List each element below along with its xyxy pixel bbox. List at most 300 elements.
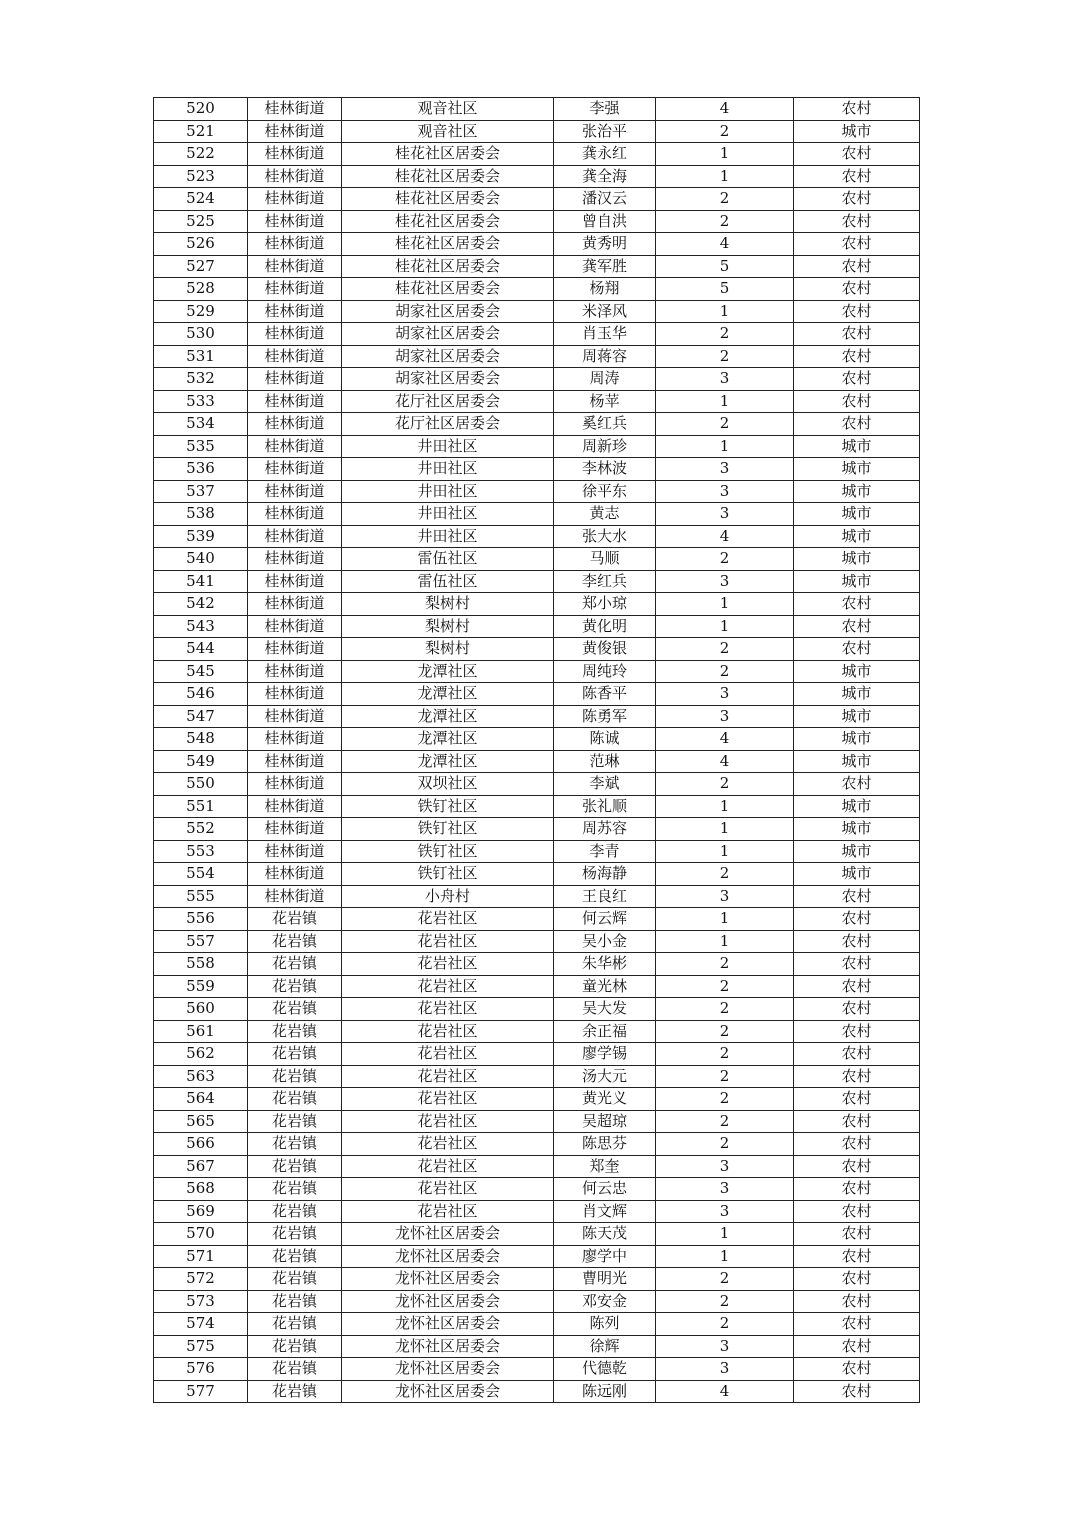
- count-cell: 5: [656, 255, 794, 278]
- row-number-cell: 558: [154, 953, 248, 976]
- street-cell: 桂林街道: [248, 660, 342, 683]
- community-cell: 龙怀社区居委会: [342, 1358, 554, 1381]
- count-cell: 2: [656, 1020, 794, 1043]
- row-number-cell: 566: [154, 1133, 248, 1156]
- street-cell: 桂林街道: [248, 98, 342, 121]
- count-cell: 3: [656, 1335, 794, 1358]
- row-number-cell: 538: [154, 503, 248, 526]
- name-cell: 李红兵: [554, 570, 656, 593]
- community-cell: 梨树村: [342, 593, 554, 616]
- street-cell: 桂林街道: [248, 278, 342, 301]
- name-cell: 张礼顺: [554, 795, 656, 818]
- name-cell: 肖玉华: [554, 323, 656, 346]
- row-number-cell: 523: [154, 165, 248, 188]
- count-cell: 3: [656, 458, 794, 481]
- table-row: [154, 1223, 920, 1246]
- record-table-body: [154, 98, 920, 1403]
- street-cell: 桂林街道: [248, 345, 342, 368]
- count-cell: 3: [656, 368, 794, 391]
- street-cell: 花岩镇: [248, 1088, 342, 1111]
- row-number-cell: 557: [154, 930, 248, 953]
- category-cell: 农村: [794, 1043, 920, 1066]
- street-cell: 桂林街道: [248, 143, 342, 166]
- table-row: [154, 300, 920, 323]
- street-cell: 花岩镇: [248, 998, 342, 1021]
- count-cell: 1: [656, 1245, 794, 1268]
- table-row: [154, 615, 920, 638]
- table-row: [154, 1200, 920, 1223]
- count-cell: 2: [656, 120, 794, 143]
- name-cell: 陈勇军: [554, 705, 656, 728]
- table-row: [154, 548, 920, 571]
- table-row: [154, 840, 920, 863]
- table-row: [154, 1110, 920, 1133]
- table-row: [154, 660, 920, 683]
- count-cell: 1: [656, 930, 794, 953]
- table-row: [154, 1245, 920, 1268]
- street-cell: 桂林街道: [248, 570, 342, 593]
- table-row: [154, 143, 920, 166]
- category-cell: 城市: [794, 840, 920, 863]
- row-number-cell: 542: [154, 593, 248, 616]
- category-cell: 城市: [794, 750, 920, 773]
- category-cell: 农村: [794, 1155, 920, 1178]
- count-cell: 2: [656, 323, 794, 346]
- row-number-cell: 544: [154, 638, 248, 661]
- name-cell: 杨苹: [554, 390, 656, 413]
- table-row: [154, 120, 920, 143]
- row-number-cell: 576: [154, 1358, 248, 1381]
- count-cell: 2: [656, 1133, 794, 1156]
- community-cell: 梨树村: [342, 615, 554, 638]
- count-cell: 1: [656, 390, 794, 413]
- table-row: [154, 570, 920, 593]
- name-cell: 陈列: [554, 1313, 656, 1336]
- category-cell: 农村: [794, 98, 920, 121]
- count-cell: 3: [656, 705, 794, 728]
- count-cell: 2: [656, 773, 794, 796]
- community-cell: 花厅社区居委会: [342, 413, 554, 436]
- count-cell: 1: [656, 165, 794, 188]
- name-cell: 陈香平: [554, 683, 656, 706]
- category-cell: 农村: [794, 143, 920, 166]
- street-cell: 桂林街道: [248, 188, 342, 211]
- community-cell: 井田社区: [342, 435, 554, 458]
- name-cell: 陈思芬: [554, 1133, 656, 1156]
- table-row: [154, 1313, 920, 1336]
- table-row: [154, 255, 920, 278]
- row-number-cell: 526: [154, 233, 248, 256]
- count-cell: 2: [656, 188, 794, 211]
- table-row: [154, 525, 920, 548]
- community-cell: 花岩社区: [342, 1178, 554, 1201]
- row-number-cell: 575: [154, 1335, 248, 1358]
- row-number-cell: 533: [154, 390, 248, 413]
- street-cell: 花岩镇: [248, 1043, 342, 1066]
- category-cell: 农村: [794, 1313, 920, 1336]
- community-cell: 铁钉社区: [342, 795, 554, 818]
- category-cell: 城市: [794, 480, 920, 503]
- community-cell: 桂花社区居委会: [342, 233, 554, 256]
- table-row: [154, 795, 920, 818]
- row-number-cell: 529: [154, 300, 248, 323]
- count-cell: 4: [656, 728, 794, 751]
- count-cell: 2: [656, 1268, 794, 1291]
- name-cell: 童光林: [554, 975, 656, 998]
- street-cell: 花岩镇: [248, 930, 342, 953]
- table-row: [154, 278, 920, 301]
- name-cell: 曹明光: [554, 1268, 656, 1291]
- row-number-cell: 547: [154, 705, 248, 728]
- street-cell: 桂林街道: [248, 300, 342, 323]
- row-number-cell: 520: [154, 98, 248, 121]
- name-cell: 米泽风: [554, 300, 656, 323]
- row-number-cell: 524: [154, 188, 248, 211]
- row-number-cell: 577: [154, 1380, 248, 1403]
- community-cell: 井田社区: [342, 480, 554, 503]
- name-cell: 徐平东: [554, 480, 656, 503]
- community-cell: 龙怀社区居委会: [342, 1268, 554, 1291]
- table-row: [154, 1133, 920, 1156]
- street-cell: 花岩镇: [248, 1110, 342, 1133]
- table-row: [154, 1268, 920, 1291]
- row-number-cell: 545: [154, 660, 248, 683]
- table-row: [154, 593, 920, 616]
- street-cell: 花岩镇: [248, 1313, 342, 1336]
- category-cell: 城市: [794, 795, 920, 818]
- street-cell: 桂林街道: [248, 120, 342, 143]
- table-row: [154, 998, 920, 1021]
- community-cell: 花岩社区: [342, 1088, 554, 1111]
- row-number-cell: 552: [154, 818, 248, 841]
- table-row: [154, 975, 920, 998]
- row-number-cell: 549: [154, 750, 248, 773]
- community-cell: 花岩社区: [342, 1110, 554, 1133]
- street-cell: 花岩镇: [248, 908, 342, 931]
- category-cell: 农村: [794, 278, 920, 301]
- name-cell: 李林波: [554, 458, 656, 481]
- community-cell: 花岩社区: [342, 975, 554, 998]
- community-cell: 胡家社区居委会: [342, 345, 554, 368]
- street-cell: 桂林街道: [248, 885, 342, 908]
- count-cell: 2: [656, 953, 794, 976]
- category-cell: 农村: [794, 233, 920, 256]
- street-cell: 桂林街道: [248, 323, 342, 346]
- community-cell: 花岩社区: [342, 930, 554, 953]
- count-cell: 2: [656, 975, 794, 998]
- street-cell: 桂林街道: [248, 368, 342, 391]
- street-cell: 花岩镇: [248, 975, 342, 998]
- street-cell: 桂林街道: [248, 683, 342, 706]
- name-cell: 郑小琼: [554, 593, 656, 616]
- row-number-cell: 560: [154, 998, 248, 1021]
- category-cell: 农村: [794, 1020, 920, 1043]
- name-cell: 黄秀明: [554, 233, 656, 256]
- community-cell: 龙潭社区: [342, 728, 554, 751]
- row-number-cell: 539: [154, 525, 248, 548]
- category-cell: 城市: [794, 818, 920, 841]
- count-cell: 3: [656, 885, 794, 908]
- table-row: [154, 773, 920, 796]
- category-cell: 农村: [794, 953, 920, 976]
- name-cell: 肖文辉: [554, 1200, 656, 1223]
- category-cell: 城市: [794, 525, 920, 548]
- community-cell: 花岩社区: [342, 1043, 554, 1066]
- community-cell: 井田社区: [342, 458, 554, 481]
- name-cell: 何云辉: [554, 908, 656, 931]
- community-cell: 桂花社区居委会: [342, 255, 554, 278]
- row-number-cell: 528: [154, 278, 248, 301]
- table-row: [154, 458, 920, 481]
- street-cell: 花岩镇: [248, 1268, 342, 1291]
- name-cell: 吴大发: [554, 998, 656, 1021]
- category-cell: 城市: [794, 570, 920, 593]
- street-cell: 桂林街道: [248, 458, 342, 481]
- street-cell: 花岩镇: [248, 1223, 342, 1246]
- row-number-cell: 565: [154, 1110, 248, 1133]
- count-cell: 3: [656, 480, 794, 503]
- community-cell: 井田社区: [342, 503, 554, 526]
- community-cell: 井田社区: [342, 525, 554, 548]
- row-number-cell: 574: [154, 1313, 248, 1336]
- name-cell: 黄志: [554, 503, 656, 526]
- street-cell: 花岩镇: [248, 1335, 342, 1358]
- community-cell: 龙怀社区居委会: [342, 1313, 554, 1336]
- table-row: [154, 953, 920, 976]
- name-cell: 周新珍: [554, 435, 656, 458]
- category-cell: 农村: [794, 1290, 920, 1313]
- row-number-cell: 546: [154, 683, 248, 706]
- category-cell: 农村: [794, 593, 920, 616]
- name-cell: 邓安金: [554, 1290, 656, 1313]
- table-row: [154, 1020, 920, 1043]
- count-cell: 1: [656, 593, 794, 616]
- table-row: [154, 705, 920, 728]
- name-cell: 李青: [554, 840, 656, 863]
- row-number-cell: 553: [154, 840, 248, 863]
- row-number-cell: 573: [154, 1290, 248, 1313]
- community-cell: 铁钉社区: [342, 840, 554, 863]
- table-row: [154, 435, 920, 458]
- name-cell: 余正福: [554, 1020, 656, 1043]
- row-number-cell: 556: [154, 908, 248, 931]
- community-cell: 观音社区: [342, 120, 554, 143]
- community-cell: 桂花社区居委会: [342, 210, 554, 233]
- count-cell: 1: [656, 300, 794, 323]
- name-cell: 代德乾: [554, 1358, 656, 1381]
- count-cell: 1: [656, 435, 794, 458]
- community-cell: 花岩社区: [342, 1200, 554, 1223]
- community-cell: 桂花社区居委会: [342, 278, 554, 301]
- name-cell: 张大水: [554, 525, 656, 548]
- count-cell: 2: [656, 548, 794, 571]
- count-cell: 2: [656, 998, 794, 1021]
- street-cell: 桂林街道: [248, 548, 342, 571]
- category-cell: 农村: [794, 210, 920, 233]
- row-number-cell: 543: [154, 615, 248, 638]
- count-cell: 2: [656, 1065, 794, 1088]
- street-cell: 桂林街道: [248, 728, 342, 751]
- table-row: [154, 1178, 920, 1201]
- category-cell: 农村: [794, 1178, 920, 1201]
- table-row: [154, 1155, 920, 1178]
- community-cell: 花岩社区: [342, 908, 554, 931]
- category-cell: 农村: [794, 188, 920, 211]
- name-cell: 曾自洪: [554, 210, 656, 233]
- row-number-cell: 550: [154, 773, 248, 796]
- count-cell: 5: [656, 278, 794, 301]
- category-cell: 农村: [794, 638, 920, 661]
- table-row: [154, 480, 920, 503]
- community-cell: 花岩社区: [342, 1065, 554, 1088]
- community-cell: 龙怀社区居委会: [342, 1380, 554, 1403]
- category-cell: 农村: [794, 1380, 920, 1403]
- name-cell: 廖学中: [554, 1245, 656, 1268]
- table-row: [154, 885, 920, 908]
- category-cell: 农村: [794, 998, 920, 1021]
- name-cell: 何云忠: [554, 1178, 656, 1201]
- street-cell: 桂林街道: [248, 705, 342, 728]
- community-cell: 铁钉社区: [342, 863, 554, 886]
- name-cell: 吴小金: [554, 930, 656, 953]
- count-cell: 3: [656, 1178, 794, 1201]
- table-row: [154, 818, 920, 841]
- category-cell: 农村: [794, 1335, 920, 1358]
- community-cell: 胡家社区居委会: [342, 323, 554, 346]
- name-cell: 吴超琼: [554, 1110, 656, 1133]
- street-cell: 花岩镇: [248, 1065, 342, 1088]
- street-cell: 桂林街道: [248, 390, 342, 413]
- street-cell: 花岩镇: [248, 1358, 342, 1381]
- table-row: [154, 750, 920, 773]
- table-row: [154, 1335, 920, 1358]
- category-cell: 农村: [794, 368, 920, 391]
- row-number-cell: 559: [154, 975, 248, 998]
- street-cell: 桂林街道: [248, 750, 342, 773]
- street-cell: 桂林街道: [248, 615, 342, 638]
- name-cell: 周苏容: [554, 818, 656, 841]
- category-cell: 农村: [794, 1200, 920, 1223]
- name-cell: 周涛: [554, 368, 656, 391]
- category-cell: 城市: [794, 503, 920, 526]
- community-cell: 龙潭社区: [342, 660, 554, 683]
- community-cell: 花岩社区: [342, 1133, 554, 1156]
- table-row: [154, 1358, 920, 1381]
- name-cell: 李斌: [554, 773, 656, 796]
- category-cell: 农村: [794, 1223, 920, 1246]
- name-cell: 杨翔: [554, 278, 656, 301]
- category-cell: 城市: [794, 548, 920, 571]
- street-cell: 花岩镇: [248, 1133, 342, 1156]
- table-row: [154, 413, 920, 436]
- count-cell: 3: [656, 1358, 794, 1381]
- name-cell: 潘汉云: [554, 188, 656, 211]
- count-cell: 1: [656, 795, 794, 818]
- row-number-cell: 534: [154, 413, 248, 436]
- community-cell: 观音社区: [342, 98, 554, 121]
- row-number-cell: 522: [154, 143, 248, 166]
- name-cell: 张治平: [554, 120, 656, 143]
- name-cell: 朱华彬: [554, 953, 656, 976]
- table-row: [154, 368, 920, 391]
- street-cell: 桂林街道: [248, 840, 342, 863]
- street-cell: 花岩镇: [248, 1178, 342, 1201]
- name-cell: 周纯玲: [554, 660, 656, 683]
- count-cell: 3: [656, 570, 794, 593]
- row-number-cell: 567: [154, 1155, 248, 1178]
- name-cell: 杨海静: [554, 863, 656, 886]
- table-row: [154, 1088, 920, 1111]
- table-row: [154, 1380, 920, 1403]
- category-cell: 城市: [794, 728, 920, 751]
- table-row: [154, 1290, 920, 1313]
- category-cell: 城市: [794, 660, 920, 683]
- table-row: [154, 1065, 920, 1088]
- name-cell: 龚永红: [554, 143, 656, 166]
- count-cell: 1: [656, 840, 794, 863]
- row-number-cell: 555: [154, 885, 248, 908]
- category-cell: 城市: [794, 458, 920, 481]
- name-cell: 龚全海: [554, 165, 656, 188]
- table-row: [154, 323, 920, 346]
- community-cell: 龙潭社区: [342, 750, 554, 773]
- street-cell: 桂林街道: [248, 863, 342, 886]
- row-number-cell: 561: [154, 1020, 248, 1043]
- row-number-cell: 532: [154, 368, 248, 391]
- category-cell: 农村: [794, 908, 920, 931]
- name-cell: 黄化明: [554, 615, 656, 638]
- street-cell: 花岩镇: [248, 1290, 342, 1313]
- count-cell: 4: [656, 525, 794, 548]
- name-cell: 周蒋容: [554, 345, 656, 368]
- table-row: [154, 233, 920, 256]
- table-row: [154, 1043, 920, 1066]
- street-cell: 花岩镇: [248, 953, 342, 976]
- community-cell: 龙怀社区居委会: [342, 1290, 554, 1313]
- row-number-cell: 548: [154, 728, 248, 751]
- community-cell: 雷伍社区: [342, 548, 554, 571]
- name-cell: 徐辉: [554, 1335, 656, 1358]
- street-cell: 桂林街道: [248, 435, 342, 458]
- category-cell: 农村: [794, 1245, 920, 1268]
- street-cell: 桂林街道: [248, 503, 342, 526]
- street-cell: 桂林街道: [248, 413, 342, 436]
- category-cell: 农村: [794, 390, 920, 413]
- street-cell: 花岩镇: [248, 1200, 342, 1223]
- table-row: [154, 345, 920, 368]
- category-cell: 农村: [794, 345, 920, 368]
- row-number-cell: 541: [154, 570, 248, 593]
- row-number-cell: 571: [154, 1245, 248, 1268]
- category-cell: 农村: [794, 975, 920, 998]
- community-cell: 双坝社区: [342, 773, 554, 796]
- community-cell: 龙怀社区居委会: [342, 1245, 554, 1268]
- name-cell: 黄光义: [554, 1088, 656, 1111]
- count-cell: 2: [656, 413, 794, 436]
- community-cell: 桂花社区居委会: [342, 143, 554, 166]
- category-cell: 城市: [794, 435, 920, 458]
- row-number-cell: 572: [154, 1268, 248, 1291]
- street-cell: 桂林街道: [248, 525, 342, 548]
- row-number-cell: 569: [154, 1200, 248, 1223]
- community-cell: 铁钉社区: [342, 818, 554, 841]
- count-cell: 1: [656, 1223, 794, 1246]
- community-cell: 花岩社区: [342, 953, 554, 976]
- row-number-cell: 530: [154, 323, 248, 346]
- count-cell: 2: [656, 1043, 794, 1066]
- count-cell: 2: [656, 863, 794, 886]
- street-cell: 桂林街道: [248, 210, 342, 233]
